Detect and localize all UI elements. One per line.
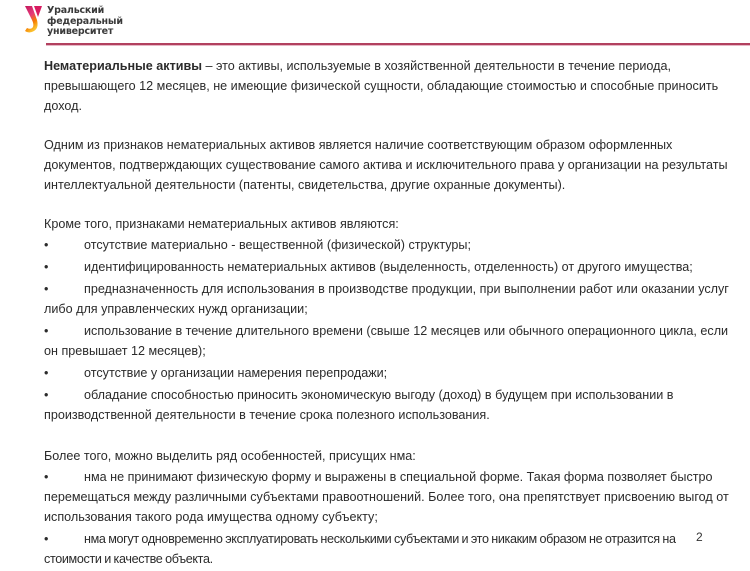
university-name <box>47 6 123 38</box>
signs-item <box>44 235 734 255</box>
bullet-icon: • <box>44 366 49 380</box>
documents-paragraph: Одним из признаков нематериальных активов является наличие соответствующим образом оформленных документов, подтверждающих существование самого актива и исключительного права у организации на результаты интеллектуальной деятельности (патенты, свидетельства, другие охранные документы). <box>44 138 728 192</box>
features-item <box>44 467 734 527</box>
signs-item-text: отсутствие у организации намерения перепродажи; <box>84 366 388 380</box>
slide-content <box>44 56 734 571</box>
header-divider <box>46 43 750 46</box>
signs-section <box>44 214 734 425</box>
bullet-icon: • <box>44 532 49 546</box>
page-number: 2 <box>696 530 703 544</box>
bullet-icon: • <box>44 324 49 338</box>
definition-term: Нематериальные активы <box>44 59 203 73</box>
university-name-line-2: федеральный <box>47 15 123 27</box>
features-item <box>44 529 734 569</box>
signs-item-text: предназначенность для использования в производстве продукции, при выполнении работ или оказании услуг либо для управленческих нужд организации; <box>44 282 729 316</box>
bullet-icon: • <box>44 260 49 274</box>
features-heading: Более того, можно выделить ряд особенностей, присущих нма: <box>44 449 416 463</box>
signs-item <box>44 321 734 361</box>
university-name-line-3: университет <box>47 26 114 37</box>
definition-text: – это активы, используемые в хозяйственной деятельности в течение периода, превышающего 12 месяцев, не имеющие физической сущности, обладающие стоимостью и способные приносить доход. <box>44 59 719 113</box>
bullet-icon: • <box>44 282 49 296</box>
signs-item-text: идентифицированность нематериальных активов (выделенность, отделенность) от другого имущества; <box>84 260 693 274</box>
bullet-icon: • <box>44 238 49 252</box>
bullet-icon: • <box>44 470 49 484</box>
section-spacer <box>44 427 734 446</box>
definition-paragraph <box>44 56 734 116</box>
features-section <box>44 446 734 569</box>
signs-item <box>44 279 734 319</box>
features-item-text: нма могут одновременно эксплуатировать несколькими субъектами и это никаким образом не отразится на стоимости и качестве объекта. <box>44 532 676 566</box>
signs-item-text: отсутствие материально - вещественной (физической) структуры; <box>84 238 471 252</box>
signs-item-text: обладание способностью приносить экономическую выгоду (доход) в будущем при использовании в производственной деятельности в течение срока полезного использования. <box>44 388 674 422</box>
bullet-icon: • <box>44 388 49 402</box>
signs-item-text: использование в течение длительного времени (свыше 12 месяцев или обычного операционного цикла, если он превышает 12 месяцев); <box>44 324 729 358</box>
urfu-logo-icon <box>22 4 46 34</box>
signs-item <box>44 363 734 383</box>
signs-item <box>44 257 734 277</box>
signs-item <box>44 385 734 425</box>
features-item-text: нма не принимают физическую форму и выражены в специальной форме. Такая форма позволяет быстро перемещаться между различными субъектами правоотношений. Более того, она препятствует присвоению выгод от использования такого рода имущества одному субъекту; <box>44 470 729 524</box>
university-name-line-1: Уральский <box>47 5 105 16</box>
signs-heading: Кроме того, признаками нематериальных активов являются: <box>44 217 399 231</box>
